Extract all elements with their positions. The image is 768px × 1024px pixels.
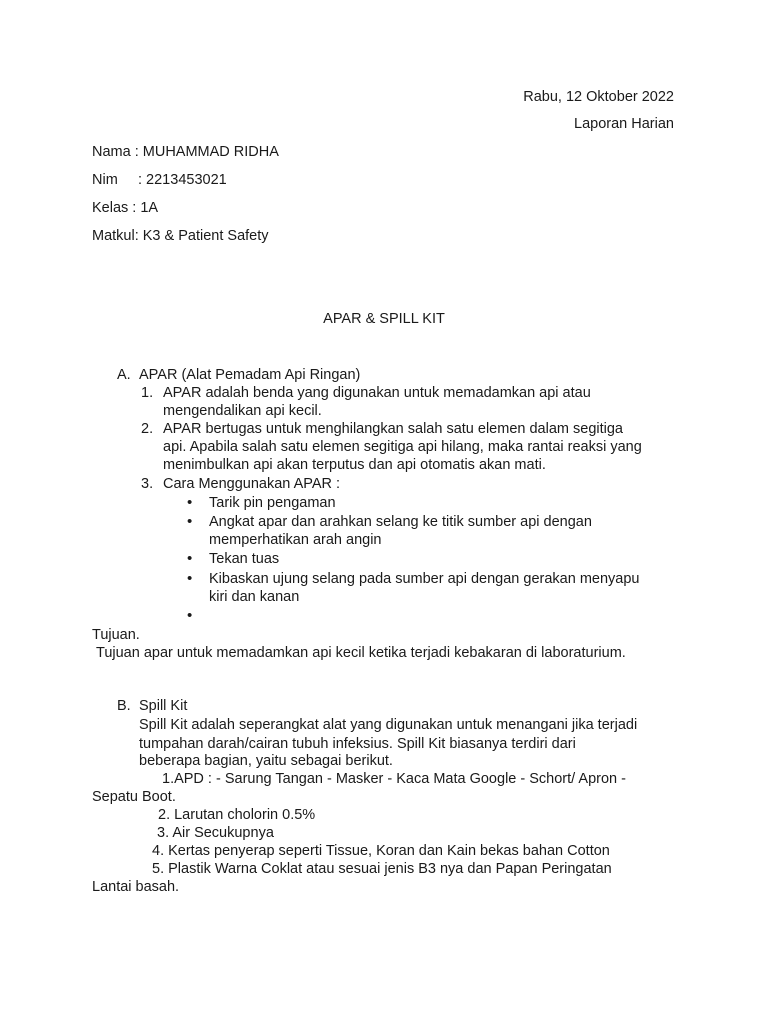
spill-kit-item: 2. Larutan cholorin 0.5% <box>158 807 316 823</box>
course-name: Matkul: K3 & Patient Safety <box>92 228 269 244</box>
apar-step: • Kibaskan ujung selang pada sumber api dengan gerakan menyapu <box>209 570 639 588</box>
apar-step-continued: memperhatikan arah angin <box>209 532 382 548</box>
spill-kit-item: 4. Kertas penyerap seperti Tissue, Koran dan Kain bekas bahan Cotton <box>152 843 610 859</box>
purpose-label: Tujuan. <box>92 627 140 643</box>
report-date: Rabu, 12 Oktober 2022 <box>523 89 674 105</box>
spill-kit-item: 5. Plastik Warna Coklat atau sesuai jenis B3 nya dan Papan Peringatan <box>152 861 612 877</box>
section-a-heading: APAR (Alat Pemadam Api Ringan) <box>139 367 361 383</box>
apar-item-2-line: menimbulkan api akan terputus dan api otomatis akan mati. <box>163 457 546 473</box>
spill-kit-intro-line: tumpahan darah/cairan tubuh infeksius. Spill Kit biasanya terdiri dari <box>139 736 576 752</box>
apar-item-1-line: APAR adalah benda yang digunakan untuk memadamkan api atau <box>163 385 591 401</box>
student-nim-value: : 2213453021 <box>138 172 227 188</box>
apar-step: • Angkat apar dan arahkan selang ke titik sumber api dengan <box>209 513 592 531</box>
section-b-heading: Spill Kit <box>139 698 188 714</box>
document-title: APAR & SPILL KIT <box>323 311 445 327</box>
apar-item-1-line: mengendalikan api kecil. <box>163 403 322 419</box>
apar-item-2-line: APAR bertugas untuk menghilangkan salah satu elemen dalam segitiga <box>163 421 623 437</box>
student-class: Kelas : 1A <box>92 200 159 216</box>
spill-kit-item: 1.APD : - Sarung Tangan - Masker - Kaca Mata Google - Schort/ Apron - <box>162 771 626 787</box>
apar-item-2-num: 2. <box>141 421 154 437</box>
spill-kit-item-continued: Lantai basah. <box>92 879 180 895</box>
section-b-marker: B. <box>117 698 131 714</box>
student-name: Nama : MUHAMMAD RIDHA <box>92 144 279 160</box>
spill-kit-intro-line: Spill Kit adalah seperangkat alat yang digunakan untuk menangani jika terjadi <box>139 717 638 733</box>
report-type: Laporan Harian <box>574 116 674 132</box>
apar-item-2-line: api. Apabila salah satu elemen segitiga api hilang, maka rantai reaksi yang <box>163 439 642 455</box>
purpose-text: Tujuan apar untuk memadamkan api kecil ketika terjadi kebakaran di laboraturium. <box>96 645 626 661</box>
apar-item-1-num: 1. <box>141 385 154 401</box>
apar-item-3-num: 3. <box>141 476 154 492</box>
student-nim-label: Nim <box>92 172 118 188</box>
section-a-marker: A. <box>117 367 131 383</box>
spill-kit-item: 3. Air Secukupnya <box>157 825 274 841</box>
apar-item-3-line: Cara Menggunakan APAR : <box>163 476 341 492</box>
apar-step: • Tarik pin pengaman <box>209 494 336 512</box>
spill-kit-item-continued: Sepatu Boot. <box>92 789 176 805</box>
apar-step-continued: kiri dan kanan <box>209 589 300 605</box>
spill-kit-intro-line: beberapa bagian, yaitu sebagai berikut. <box>139 753 393 769</box>
apar-step: • Tekan tuas <box>209 550 279 568</box>
